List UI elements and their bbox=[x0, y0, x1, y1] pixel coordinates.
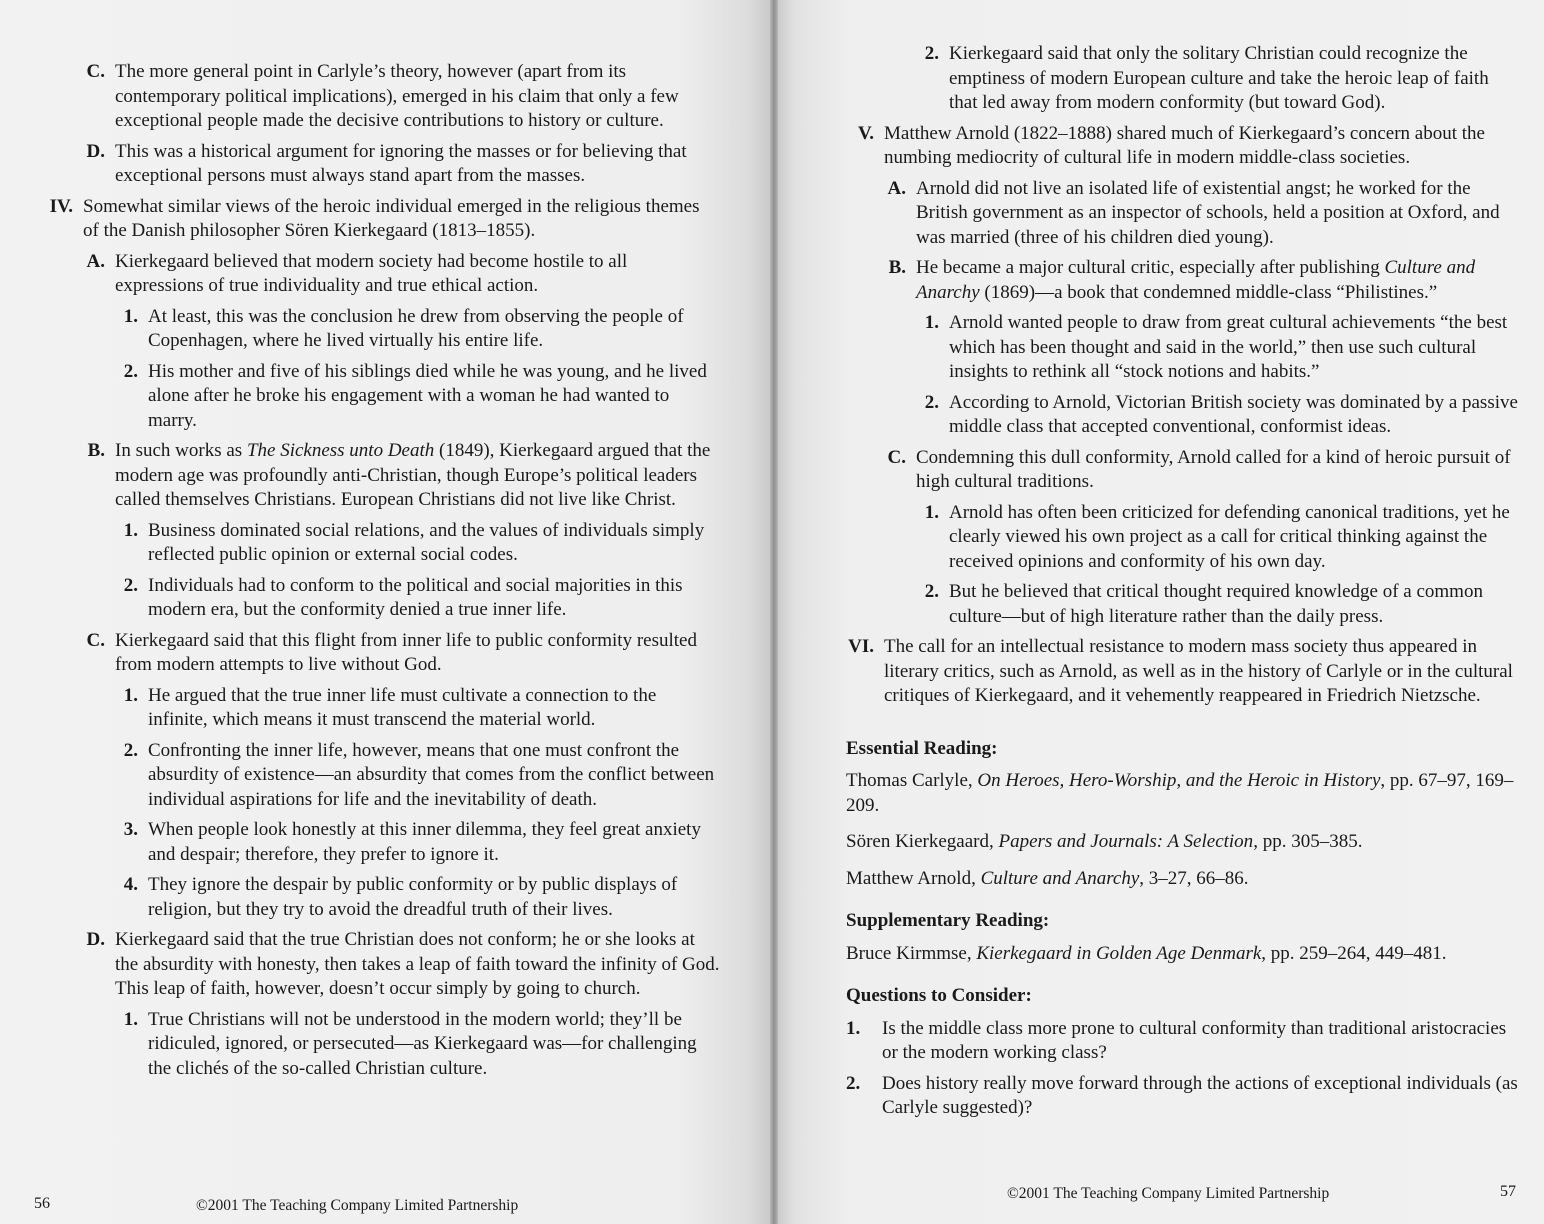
title-italic: The Sickness unto Death bbox=[246, 440, 435, 461]
text: Somewhat similar views of the heroic individual emerged in the religious themes of the Danish philosopher Sören Kierkegaard (1813–1855). bbox=[83, 195, 700, 241]
question-marker: 2. bbox=[846, 1072, 861, 1094]
outline-item bbox=[113, 684, 720, 733]
outline-marker: 2. bbox=[924, 391, 939, 413]
text-post: , 3–27, 66–86. bbox=[1139, 867, 1249, 889]
text: Arnold did not live an isolated life of existential angst; he worked for the British government as an inspector of schools, held a position at Oxford, and was married (three of his children died young). bbox=[916, 177, 1500, 248]
outline-text bbox=[949, 580, 1521, 629]
outline-marker: B. bbox=[888, 257, 906, 278]
text: Kierkegaard said that the true Christian does not conform; he or she looks at the absurdity with honesty, then takes a leap of faith toward the infinity of God. This leap of faith, however, doesn’t occur simply by going to church. bbox=[115, 929, 720, 999]
outline-item bbox=[75, 140, 720, 189]
text: They ignore the despair by public conformity or by public displays of religion, but they try to avoid the dreadful truth of their lives. bbox=[148, 874, 678, 920]
text: At least, this was the conclusion he drew from observing the people of Copenhagen, where he lived virtually his entire life. bbox=[148, 305, 684, 351]
outline-text bbox=[949, 501, 1521, 575]
text: Matthew Arnold (1822–1888) shared much of Kierkegaard’s concern about the numbing mediocrity of cultural life in modern middle-class societies. bbox=[884, 122, 1485, 168]
outline-marker: 2. bbox=[924, 43, 939, 64]
text: According to Arnold, Victorian British society was dominated by a passive middle class that accepted conventional, conformist ideas. bbox=[949, 391, 1518, 437]
text-pre: In such works as bbox=[115, 440, 247, 461]
outline-text bbox=[148, 684, 720, 733]
reading-entry bbox=[846, 830, 1521, 855]
outline-marker: C. bbox=[86, 61, 105, 82]
reading-entry bbox=[846, 769, 1521, 818]
title-italic: Culture and Anarchy bbox=[916, 257, 1476, 303]
supplementary-reading-heading: Supplementary Reading: bbox=[846, 910, 1050, 931]
outline-text bbox=[148, 574, 720, 623]
outline-marker: C. bbox=[887, 446, 906, 468]
text-pre: Thomas Carlyle, bbox=[846, 770, 978, 791]
outline-text bbox=[148, 360, 720, 434]
text: The more general point in Carlyle’s theory, however (apart from its contemporary political implications), emerged in his claim that only a few exceptional people made the decisive contributions to history or culture. bbox=[115, 61, 679, 131]
question-item bbox=[846, 1017, 1521, 1066]
text-pre: Matthew Arnold, bbox=[846, 867, 981, 889]
outline-text bbox=[916, 446, 1521, 495]
text: True Christians will not be understood in the modern world; they’ll be ridiculed, ignored, or persecuted—as Kierkegaard was—for challenging the clichés of the so-called Christian culture. bbox=[148, 1008, 697, 1079]
outline-item bbox=[75, 629, 720, 678]
outline-text bbox=[115, 439, 720, 513]
outline-item bbox=[876, 177, 1521, 251]
title-italic: Kierkegaard in Golden Age Denmark bbox=[976, 942, 1262, 964]
outline-marker: A. bbox=[86, 250, 105, 272]
outline-text bbox=[148, 739, 720, 813]
text: Business dominated social relations, and the values of individuals simply reflected public opinion or external social codes. bbox=[148, 519, 705, 565]
text-post: , pp. 259–264, 449–481. bbox=[1261, 942, 1447, 964]
outline-item bbox=[914, 391, 1521, 440]
outline-item bbox=[45, 195, 720, 244]
text: Condemning this dull conformity, Arnold called for a kind of heroic pursuit of high cultural traditions. bbox=[916, 446, 1511, 492]
right-page-content bbox=[846, 42, 1521, 1127]
outline-text bbox=[148, 818, 720, 867]
text: But he believed that critical thought required knowledge of a common culture—but of high literature rather than the daily press. bbox=[949, 581, 1483, 627]
question-text: Does history really move forward through the actions of exceptional individuals (as Carlyle suggested)? bbox=[882, 1072, 1518, 1118]
outline-marker: VI. bbox=[848, 636, 874, 657]
outline-text bbox=[148, 873, 720, 922]
left-page-outline bbox=[45, 60, 720, 1087]
text: Arnold has often been criticized for defending canonical traditions, yet he clearly viewed his own project as a call for critical thinking against the received opinions and conformity of his own day. bbox=[949, 501, 1510, 572]
text: This was a historical argument for ignoring the masses or for believing that exceptional persons must always stand apart from the masses. bbox=[115, 140, 687, 186]
essential-reading-heading: Essential Reading: bbox=[846, 737, 998, 759]
text-post: (1869)—a book that condemned middle-class “Philistines.” bbox=[979, 281, 1438, 303]
outline-item bbox=[113, 873, 720, 922]
outline-text bbox=[115, 629, 720, 678]
outline-item bbox=[876, 256, 1521, 305]
question-marker: 1. bbox=[846, 1017, 861, 1039]
outline-text bbox=[949, 391, 1521, 440]
outline-marker: 1. bbox=[123, 684, 138, 706]
outline-item bbox=[75, 60, 720, 134]
text: Arnold wanted people to draw from great cultural achievements “the best which has been thought and said in the world,” then use such cultural insights to rethink all “stock notions and habits.” bbox=[949, 312, 1508, 382]
text: Kierkegaard said that this flight from inner life to public conformity resulted from modern attempts to live without God. bbox=[115, 629, 697, 675]
outline-item bbox=[876, 446, 1521, 495]
outline-marker: 1. bbox=[123, 305, 138, 327]
outline-text bbox=[949, 311, 1521, 385]
outline-marker: 2. bbox=[123, 574, 138, 596]
outline-marker: 2. bbox=[123, 360, 138, 382]
outline-item bbox=[113, 818, 720, 867]
outline-marker: D. bbox=[86, 140, 105, 162]
text-pre: Sören Kierkegaard, bbox=[846, 831, 999, 852]
question-item bbox=[846, 1072, 1521, 1121]
outline-item bbox=[113, 305, 720, 354]
outline-item bbox=[113, 739, 720, 813]
outline-marker: IV. bbox=[49, 195, 73, 217]
title-italic: Culture and Anarchy bbox=[980, 867, 1140, 889]
outline-text bbox=[83, 195, 720, 244]
outline-text bbox=[949, 42, 1521, 116]
title-italic: Papers and Journals: A Selection bbox=[998, 831, 1254, 852]
outline-item bbox=[113, 360, 720, 434]
reading-entry bbox=[846, 942, 1521, 967]
outline-marker: 4. bbox=[123, 874, 138, 895]
outline-item bbox=[914, 311, 1521, 385]
outline-item bbox=[846, 635, 1521, 709]
outline-marker: 1. bbox=[123, 519, 138, 541]
text-pre: Bruce Kirmmse, bbox=[846, 942, 977, 964]
book-gutter bbox=[770, 0, 778, 1224]
text: When people look honestly at this inner dilemma, they feel great anxiety and despair; therefore, they prefer to ignore it. bbox=[148, 819, 701, 865]
text: Kierkegaard believed that modern society had become hostile to all expressions of true individuality and true ethical action. bbox=[115, 250, 628, 296]
outline-marker: B. bbox=[87, 440, 105, 461]
outline-marker: D. bbox=[86, 929, 105, 950]
outline-marker: 1. bbox=[123, 1008, 138, 1030]
outline-marker: C. bbox=[86, 629, 105, 651]
left-page-footer: ©2001 The Teaching Company Limited Partnership bbox=[196, 1197, 519, 1214]
outline-marker: 1. bbox=[924, 312, 939, 333]
outline-text bbox=[916, 177, 1521, 251]
outline-text bbox=[148, 519, 720, 568]
text: Confronting the inner life, however, means that one must confront the absurdity of existence—an absurdity that comes from the conflict between individual aspirations for life and the inevitability of death. bbox=[148, 739, 715, 810]
outline-text bbox=[115, 60, 720, 134]
text: The call for an intellectual resistance to modern mass society thus appeared in literary critics, such as Arnold, as well as in the history of Carlyle or in the cultural critiques of Kierkegaard, and it vehemently reappeared in Friedrich Nietzsche. bbox=[884, 636, 1513, 706]
outline-text bbox=[148, 305, 720, 354]
text: His mother and five of his siblings died while he was young, and he lived alone after he broke his engagement with a woman he had wanted to marry. bbox=[148, 360, 707, 431]
reading-entry bbox=[846, 867, 1521, 892]
text-pre: He became a major cultural critic, especially after publishing bbox=[916, 257, 1385, 278]
outline-text bbox=[115, 928, 720, 1002]
outline-marker: 1. bbox=[924, 501, 939, 523]
text: Kierkegaard said that only the solitary Christian could recognize the emptiness of modern European culture and take the heroic leap of faith that led away from modern conformity (but toward God). bbox=[949, 43, 1489, 113]
outline-item bbox=[113, 1008, 720, 1082]
outline-marker: V. bbox=[857, 122, 874, 144]
title-italic: On Heroes, Hero-Worship, and the Heroic in History bbox=[977, 770, 1381, 791]
text: Individuals had to conform to the political and social majorities in this modern era, but the conformity denied a true inner life. bbox=[148, 574, 683, 620]
outline-text bbox=[148, 1008, 720, 1082]
outline-item bbox=[914, 42, 1521, 116]
outline-item bbox=[846, 122, 1521, 171]
outline-text bbox=[884, 635, 1521, 709]
outline-text bbox=[115, 250, 720, 299]
text: He argued that the true inner life must cultivate a connection to the infinite, which means it must transcend the material world. bbox=[148, 684, 657, 730]
outline-item bbox=[914, 501, 1521, 575]
text-post: , pp. 305–385. bbox=[1253, 831, 1363, 852]
outline-text bbox=[916, 256, 1521, 305]
outline-item bbox=[113, 519, 720, 568]
question-text: Is the middle class more prone to cultural conformity than traditional aristocracies or the modern working class? bbox=[882, 1017, 1507, 1063]
outline-item bbox=[914, 580, 1521, 629]
text-post: , pp. 67–97, 169–209. bbox=[846, 770, 1514, 816]
right-page-footer: ©2001 The Teaching Company Limited Partnership bbox=[1007, 1185, 1330, 1202]
outline-marker: 2. bbox=[123, 739, 138, 761]
questions-heading: Questions to Consider: bbox=[846, 985, 1032, 1006]
outline-item bbox=[75, 250, 720, 299]
outline-marker: 2. bbox=[924, 581, 939, 602]
outline-text bbox=[884, 122, 1521, 171]
outline-item bbox=[75, 928, 720, 1002]
outline-marker: A. bbox=[887, 177, 906, 199]
outline-item bbox=[113, 574, 720, 623]
right-page-number: 57 bbox=[1500, 1183, 1516, 1200]
text-post: (1849), Kierkegaard argued that the modern age was profoundly anti-Christian, though Europe’s political leaders called themselves Christians. European Christians did not live like Christ. bbox=[115, 440, 711, 510]
left-page-number: 56 bbox=[34, 1195, 50, 1212]
outline-marker: 3. bbox=[123, 819, 138, 840]
outline-item bbox=[75, 439, 720, 513]
outline-text bbox=[115, 140, 720, 189]
